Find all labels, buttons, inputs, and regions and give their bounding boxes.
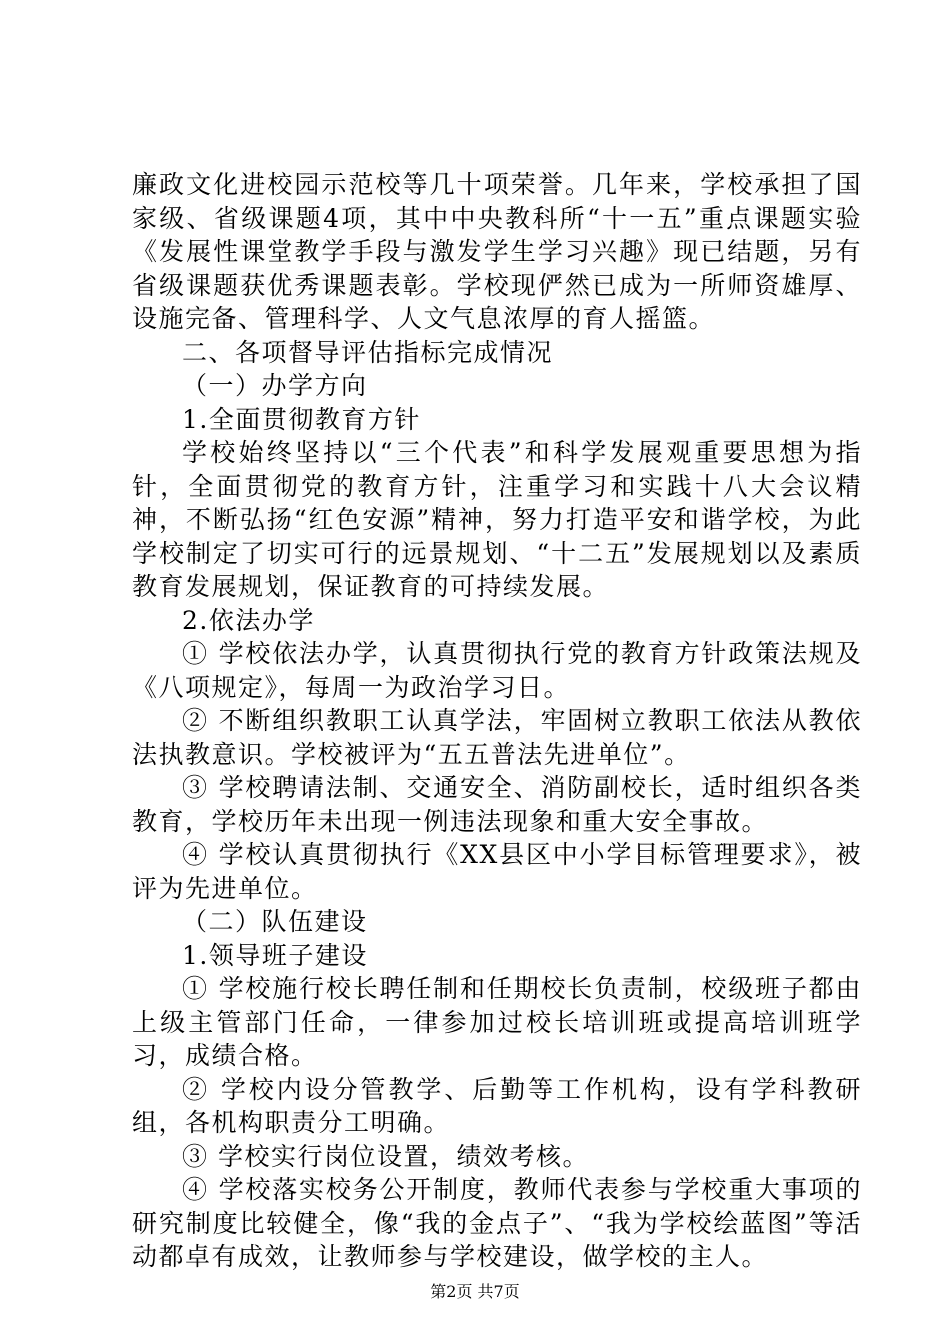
list-item: ③ 学校实行岗位设置，绩效考核。 [182,1141,589,1171]
item-heading: 2.依法办学 [182,605,315,635]
page-number-footer: 第2页 共7页 [430,1282,520,1301]
list-item: ① 学校施行校长聘任制和任期校长负责制，校级班子都由上级主管部门任命，一律参加过校长培训班或提高培训班学习，成绩合格。 [132,974,862,1070]
paragraph-honors: 廉政文化进校园示范校等几十项荣誉。几年来，学校承担了国家级、省级课题4项，其中中央教科所“十一五”重点课题实验《发展性课堂教学手段与激发学生学习兴趣》现已结题，另有省级课题获优秀课题表彰。学校现俨然已成为一所师资雄厚、设施完备、管理科学、人文气息浓厚的育人摇篮。 [132,170,862,333]
item-heading: 1.全面贯彻教育方针 [182,404,421,434]
section-heading: 二、各项督导评估指标完成情况 [182,337,554,367]
item-heading: 1.领导班子建设 [182,940,368,970]
list-item: ③ 学校聘请法制、交通安全、消防副校长，适时组织各类教育，学校历年未出现一例违法现象和重大安全事故。 [132,773,862,836]
subsection-heading-direction: （一）办学方向 [182,371,368,400]
document-body [132,168,862,1274]
paragraph-education-policy: 学校始终坚持以“三个代表”和科学发展观重要思想为指针，全面贯彻党的教育方针，注重学习和实践十八大会议精神，不断弘扬“红色安源”精神，努力打造平安和谐学校，为此学校制定了切实可行的远景规划、“十二五”发展规划以及素质教育发展规划，保证教育的可持续发展。 [132,438,862,601]
list-item: ④ 学校认真贯彻执行《XX县区中小学目标管理要求》，被评为先进单位。 [132,840,862,903]
subsection-heading-team: （二）队伍建设 [182,907,368,936]
list-item: ④ 学校落实校务公开制度，教师代表参与学校重大事项的研究制度比较健全，像“我的金点子”、“我为学校绘蓝图”等活动都卓有成效，让教师参与学校建设，做学校的主人。 [132,1175,862,1271]
list-item: ② 不断组织教职工认真学法，牢固树立教职工依法从教依法执教意识。学校被评为“五五普法先进单位”。 [132,706,862,769]
list-item: ② 学校内设分管教学、后勤等工作机构，设有学科教研组，各机构职责分工明确。 [132,1074,862,1137]
list-item: ① 学校依法办学，认真贯彻执行党的教育方针政策法规及《八项规定》，每周一为政治学习日。 [132,639,862,702]
